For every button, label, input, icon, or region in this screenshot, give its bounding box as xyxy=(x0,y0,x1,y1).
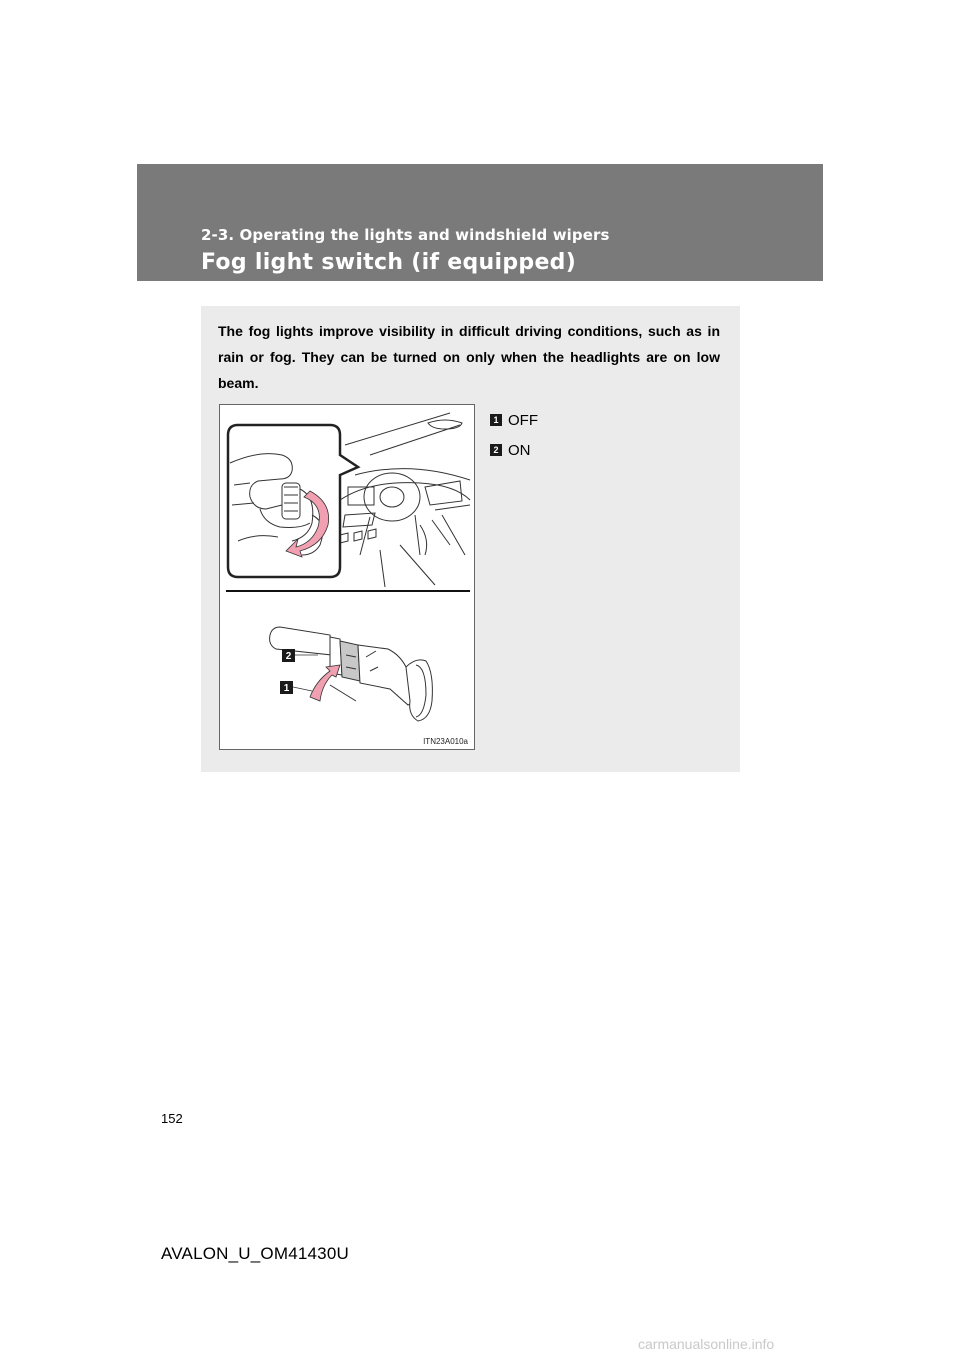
legend-label: OFF xyxy=(508,411,538,429)
section-label: 2-3. Operating the lights and windshield wipers xyxy=(201,226,610,244)
legend-label: ON xyxy=(508,441,531,459)
legend-item-on xyxy=(490,435,538,465)
number-badge-icon: 2 xyxy=(490,444,502,456)
legend-item-off xyxy=(490,405,538,435)
legend xyxy=(490,405,538,465)
fog-light-illustration xyxy=(219,404,475,750)
watermark: carmanualsonline.info xyxy=(638,1336,775,1352)
page-title: Fog light switch (if equipped) xyxy=(201,250,577,275)
intro-paragraph: The fog lights improve visibility in difficult driving conditions, such as in rain or fog. They can be turned on only when the headlights are on low beam. xyxy=(218,323,720,391)
page-number: 152 xyxy=(161,1111,183,1126)
callout-label-2: 2 xyxy=(285,651,292,662)
callout-label-1: 1 xyxy=(283,683,290,694)
illustration-drawing xyxy=(220,405,474,749)
document-code: AVALON_U_OM41430U xyxy=(161,1244,349,1263)
figure-code: ITN23A010a xyxy=(423,737,468,746)
number-badge-icon: 1 xyxy=(490,414,502,426)
